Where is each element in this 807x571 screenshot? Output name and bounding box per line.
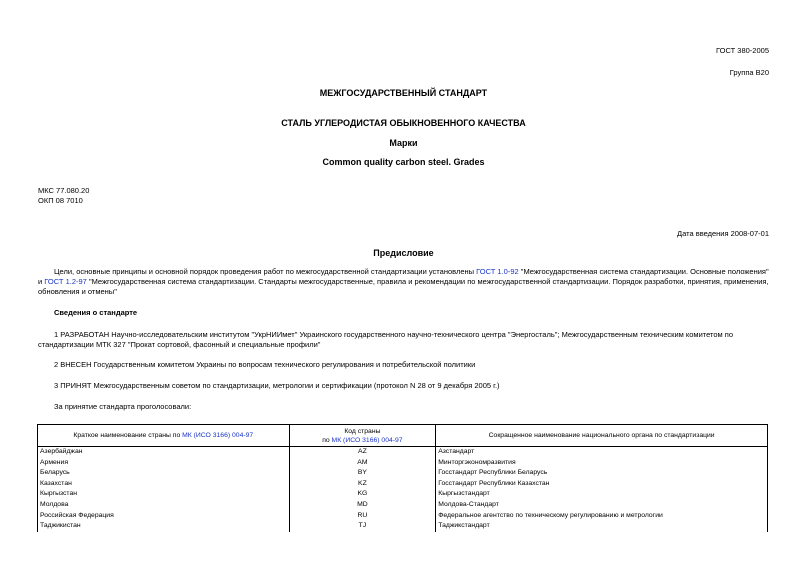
table-row <box>38 511 768 522</box>
standards-body-header: Сокращенное наименование национального органа по стандартизации <box>436 425 768 447</box>
country-code-header <box>289 425 436 447</box>
table-row <box>38 447 768 458</box>
table-header-row <box>38 425 768 447</box>
table-row <box>38 479 768 490</box>
interstate-heading: МЕЖГОСУДАРСТВЕННЫЙ СТАНДАРТ <box>319 88 488 98</box>
country-cell: Армения <box>38 458 290 469</box>
table-row <box>38 489 768 500</box>
info-item-1: 1 РАЗРАБОТАН Научно-исследовательским институтом "УкрНИИмет" Украинского государственного научно-технического центра "Энергосталь"; Межгосударственным техническим комитетом по стандартизации МТК 327 "Прокат сортовой, фасонный и специальные профили" <box>38 330 734 349</box>
okp-code: ОКП 08 7010 <box>38 196 83 205</box>
country-cell: Азербайджан <box>38 447 290 458</box>
mk-iso-3166-link-2[interactable]: МК (ИСО 3166) 004-97 <box>331 436 403 444</box>
info-item-3: 3 ПРИНЯТ Межгосударственным советом по стандартизации, метрологии и сертификации (протокол N 28 от 9 декабря 2005 г.) <box>54 381 500 390</box>
mk-iso-3166-link-1[interactable]: МК (ИСО 3166) 004-97 <box>182 432 254 439</box>
country-cell: Кыргызстан <box>38 489 290 500</box>
standards-body-cell: Минторгэкономразвития <box>436 458 768 469</box>
country-code-cell: KG <box>289 489 436 500</box>
foreword-heading: Предисловие <box>373 248 434 258</box>
country-code-cell: TJ <box>289 521 436 532</box>
gost-1-0-92-link[interactable]: ГОСТ 1.0-92 <box>476 267 519 276</box>
country-code-cell: AM <box>289 458 436 469</box>
gost-1-2-97-link[interactable]: ГОСТ 1.2-97 <box>44 277 87 286</box>
standards-body-cell: Молдова-Стандарт <box>436 500 768 511</box>
standards-body-cell: Федеральное агентство по техническому регулированию и метрологии <box>436 511 768 522</box>
standards-body-cell: Таджикстандарт <box>436 521 768 532</box>
foreword-text-3: "Межгосударственная система стандартизации. Стандарты межгосударственные, правила и рекомендации по межгосударственной стандартизации. Порядок разработки, принятия, применения, обновления и отмены" <box>38 277 769 296</box>
country-code-cell: KZ <box>289 479 436 490</box>
doc-group: Группа В20 <box>729 68 769 77</box>
table-row <box>38 458 768 469</box>
country-code-header-text: Код страны <box>344 427 381 435</box>
introduction-date: Дата введения 2008-07-01 <box>677 229 769 238</box>
country-cell: Беларусь <box>38 468 290 479</box>
country-name-header-text: Краткое наименование страны по <box>73 432 183 439</box>
country-code-header-by: по <box>322 436 332 444</box>
country-cell: Казахстан <box>38 479 290 490</box>
standards-body-cell: Госстандарт Республики Казахстан <box>436 479 768 490</box>
standards-body-cell: Кыргызстандарт <box>436 489 768 500</box>
country-code-cell: MD <box>289 500 436 511</box>
table-row <box>38 500 768 511</box>
standard-title-en: Common quality carbon steel. Grades <box>322 157 485 167</box>
voted-label: За принятие стандарта проголосовали: <box>54 402 192 411</box>
doc-number: ГОСТ 380-2005 <box>715 46 769 55</box>
country-name-header <box>38 425 290 447</box>
info-item-2: 2 ВНЕСЕН Государственным комитетом Украины по вопросам технического регулирования и потребительской политики <box>54 360 476 369</box>
table-row <box>38 468 768 479</box>
country-code-cell: AZ <box>289 447 436 458</box>
foreword-paragraph <box>38 267 770 297</box>
info-heading: Сведения о стандарте <box>54 308 138 317</box>
country-code-cell: RU <box>289 511 436 522</box>
standard-subtitle: Марки <box>389 138 418 148</box>
country-code-cell: BY <box>289 468 436 479</box>
mks-code: МКС 77.080.20 <box>38 186 90 195</box>
country-cell: Российская Федерация <box>38 511 290 522</box>
foreword-text-1: Цели, основные принципы и основной порядок проведения работ по межгосударственной стандартизации установлены <box>54 267 477 276</box>
country-cell: Молдова <box>38 500 290 511</box>
standard-title: СТАЛЬ УГЛЕРОДИСТАЯ ОБЫКНОВЕННОГО КАЧЕСТВА <box>281 118 526 128</box>
country-cell: Таджикистан <box>38 521 290 532</box>
standards-body-cell: Азстандарт <box>436 447 768 458</box>
table-row <box>38 521 768 532</box>
standards-body-cell: Госстандарт Республики Беларусь <box>436 468 768 479</box>
foreword-text-2: "Межгосударственная система стандартизации. Основные положения" и <box>38 267 769 286</box>
voting-countries-table <box>37 424 768 532</box>
